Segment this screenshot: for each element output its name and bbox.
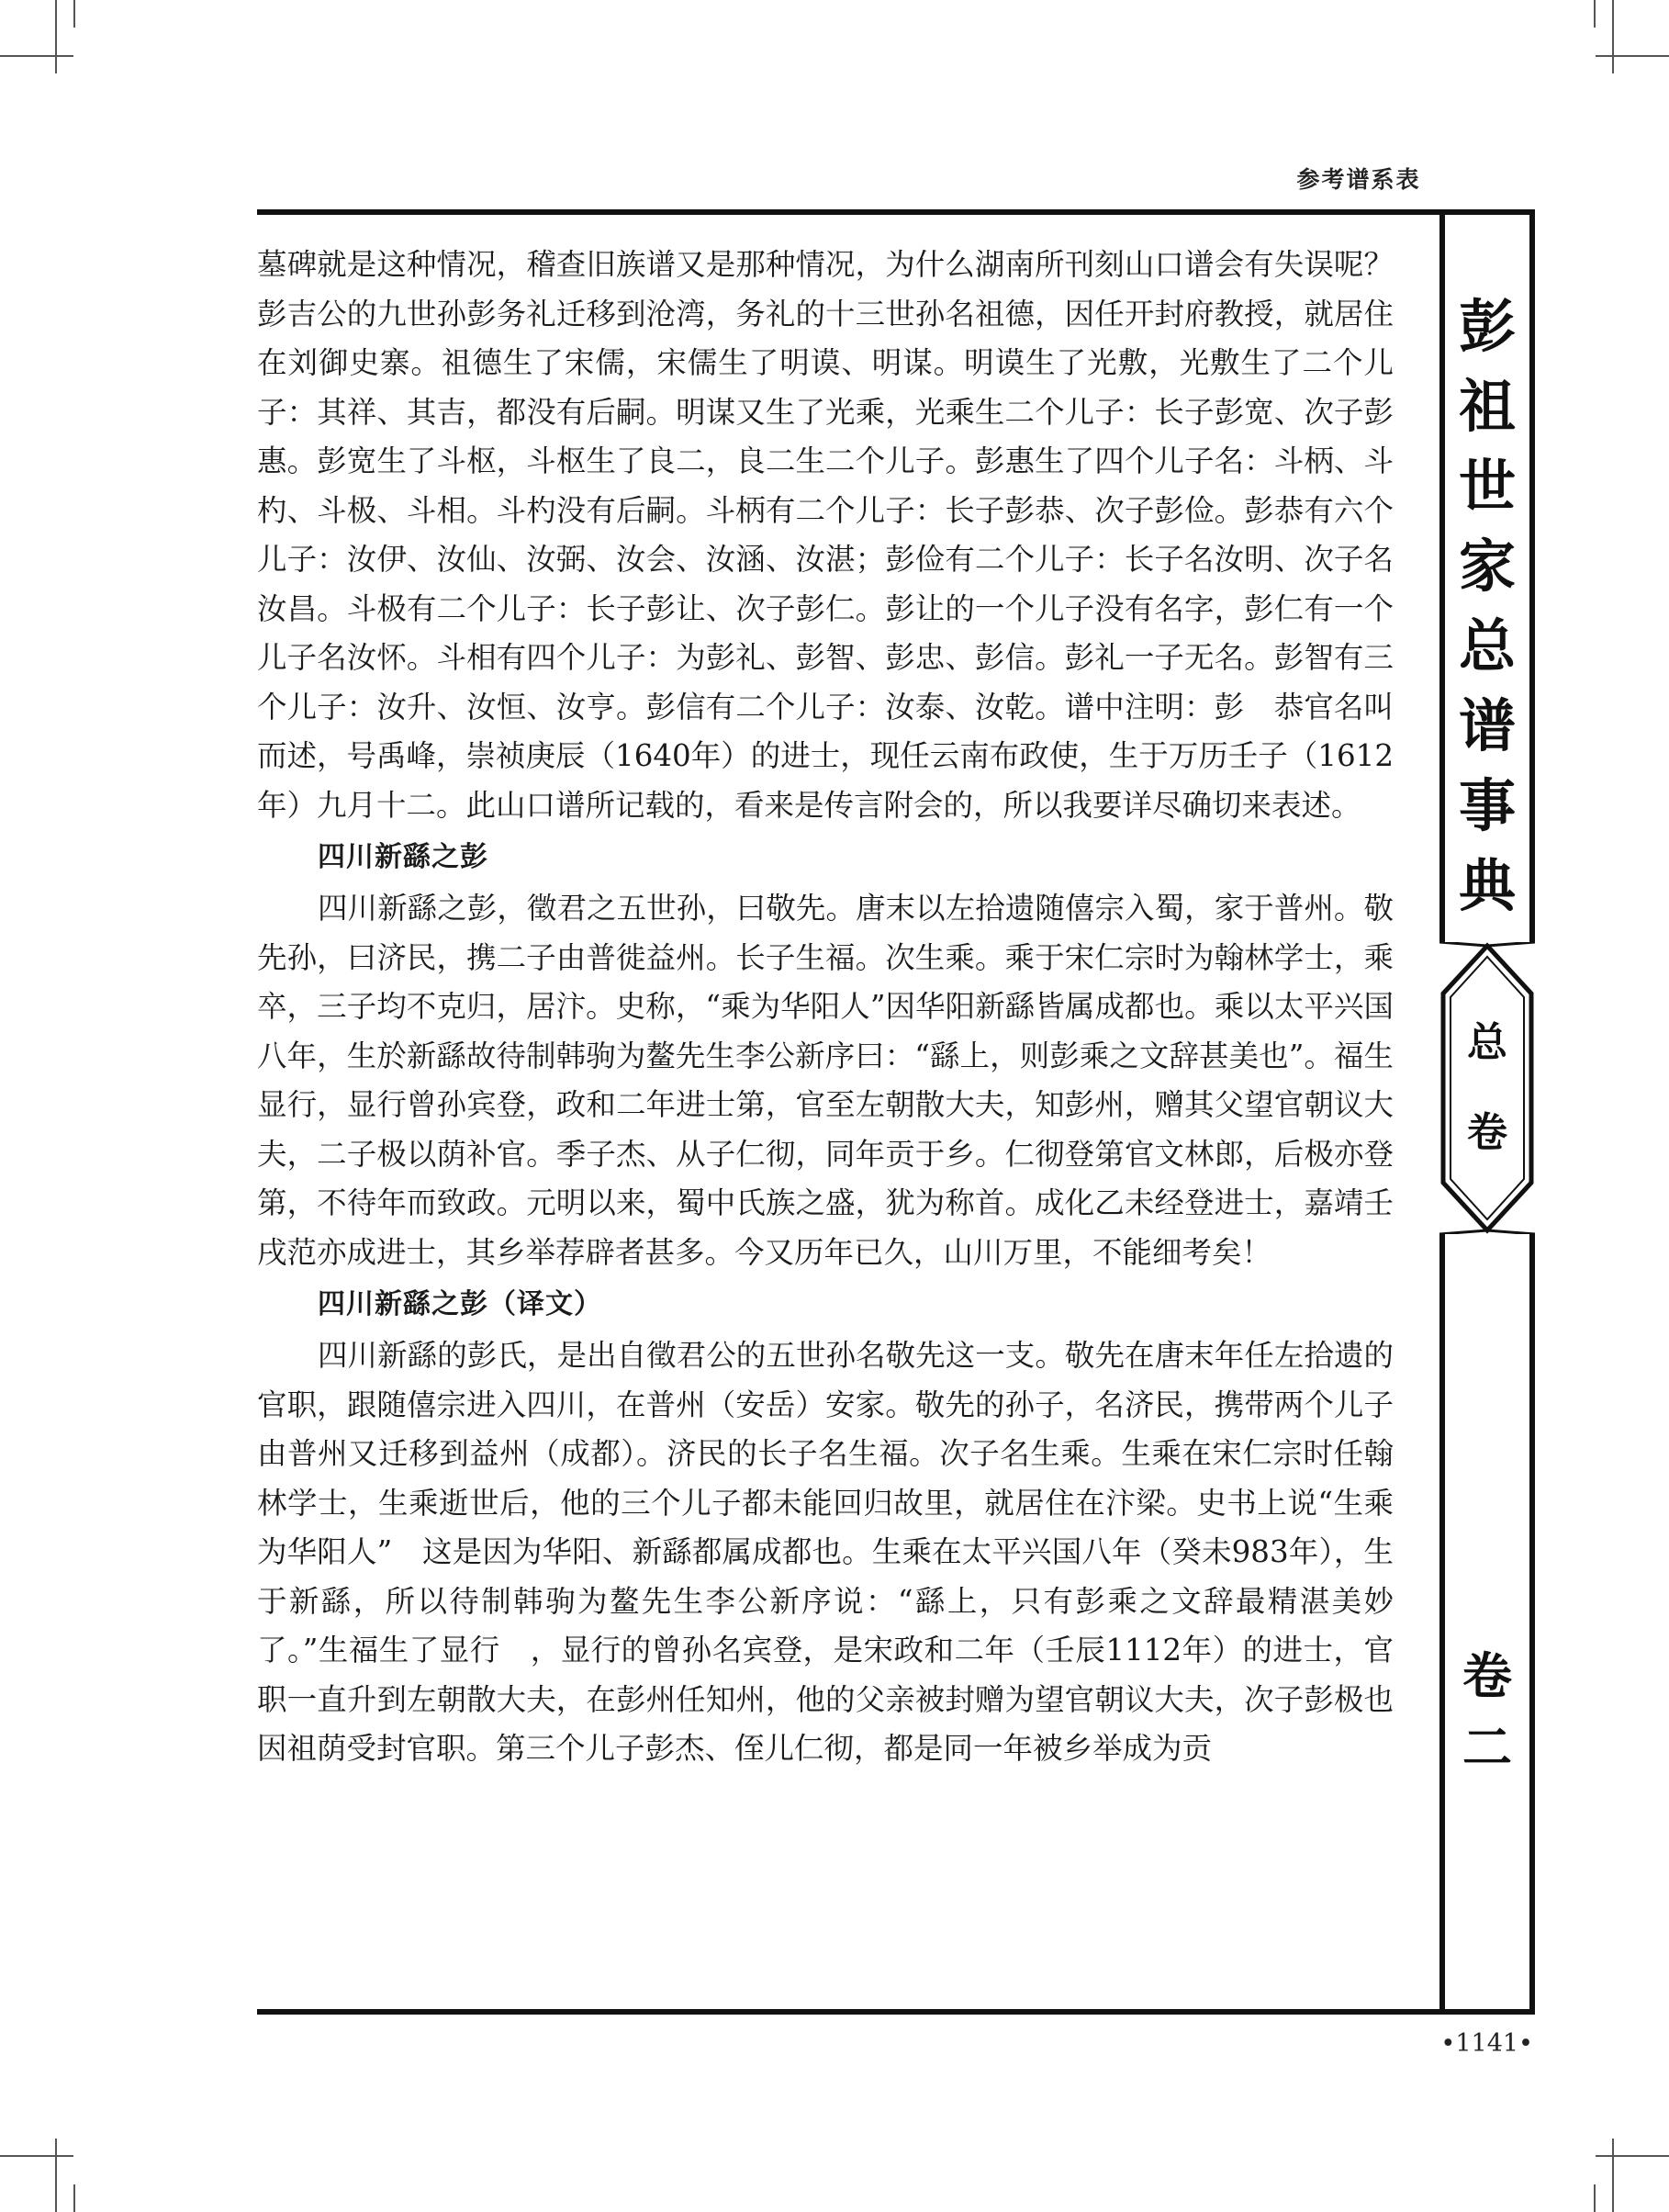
volume-label: [1445, 1016, 1529, 1071]
title-char: 家: [1458, 533, 1516, 600]
paragraph: 四川新繇之彭，徵君之五世孙，曰敬先。唐末以左拾遗随僖宗入蜀，家于普州。敬先孙，曰济民，携二子由普徙益州。长子生福。次生乘。乘于宋仁宗时为翰林学士，乘卒，三子均不克归，居汴。史称，“乘为华阳人”因华阳新繇皆属成都也。乘以太平兴国八年，生於新繇故待制韩驹为鳌先生李公新序曰：“繇上，则彭乘之文辞甚美也”。福生显行，显行曾孙宾登，政和二年进士第，官至左朝散大夫，知彭州，赠其父望官朝议大夫，二子极以荫补官。季子杰、从子仁彻，同年贡于乡。仁彻登第官文林郎，后极亦登第，不待年而致政。元明以来，蜀中氏族之盛，犹为称首。成化乙未经登进士，嘉靖壬戌范亦成进士，其乡举荐辟者甚多。今又历年已久，山川万里，不能细考矣！: [257, 891, 1394, 1270]
title-char: 谱: [1458, 692, 1516, 759]
title-char: 祖: [1458, 373, 1516, 440]
crop-mark: [0, 55, 73, 57]
section-heading: 四川新繇之彭（译文）: [318, 1288, 602, 1320]
title-char: 典: [1458, 852, 1516, 919]
paragraph: 四川新繇的彭氏，是出自徵君公的五世孙名敬先这一支。敬先在唐末年任左拾遗的官职，跟随僖宗进入四川，在普州（安岳）安家。敬先的孙子，名济民，携带两个儿子由普州又迁移到益州（成都）。济民的长子名生福。次子名生乘。生乘在宋仁宗时任翰林学士，生乘逝世后，他的三个儿子都未能回归故里，就居住在汴梁。史书上说“生乘为华阳人” 这是因为华阳、新繇都属成都也。生乘在太平兴国八年（癸未983年），生于新繇，所以待制韩驹为鳌先生李公新序说：“繇上，只有彭乘之文辞最精湛美妙了。”生福生了显行 ，显行的曾孙名宾登，是宋政和二年（壬辰1112年）的进士，官职一直升到左朝散大夫，在彭州任知州，他的父亲被封赠为望官朝议大夫，次子彭极也因祖荫受封官职。第三个儿子彭杰、侄儿仁彻，都是同一年被乡举成为贡: [257, 1338, 1394, 1766]
volume-char: 卷: [1467, 1109, 1507, 1156]
title-char: 总: [1458, 612, 1516, 679]
crop-mark: [73, 2184, 75, 2212]
paragraph: 墓碑就是这种情况，稽查旧族谱又是那种情况，为什么湖南所刊刻山口谱会有失误呢？彭吉公的九世孙彭务礼迁移到沧湾，务礼的十三世孙名祖德，因任开封府教授，就居住在刘御史寨。祖德生了宋儒，宋儒生了明谟、明谋。明谟生了光敷，光敷生了二个儿子：其祥、其吉，都没有后嗣。明谋又生了光乘，光乘生二个儿子：长子彭宽、次子彭惠。彭宽生了斗枢，斗枢生了良二，良二生二个儿子。彭惠生了四个儿子名：斗柄、斗杓、斗极、斗相。斗杓没有后嗣。斗柄有二个儿子：长子彭恭、次子彭俭。彭恭有六个儿子：汝伊、汝仙、汝弼、汝会、汝涵、汝湛；彭俭有二个儿子：长子名汝明、次子名汝昌。斗极有二个儿子：长子彭让、次子彭仁。彭让的一个儿子没有名字，彭仁有一个儿子名汝怀。斗相有四个儿子：为彭礼、彭智、彭忠、彭信。彭礼一子无名。彭智有三个儿子：汝升、汝恒、汝亨。彭信有二个儿子：汝泰、汝乾。谱中注明：彭 恭官名叫而述，号禹峰，崇祯庚辰（1640年）的进士，现任云南布政使，生于万历壬子（1612年）九月十二。此山口谱所记载的，看来是传言附会的，所以我要详尽确切来表述。: [257, 247, 1394, 823]
crop-mark: [1594, 2184, 1596, 2212]
chapter-char: 卷: [1462, 1646, 1512, 1705]
page-number: •1141•: [1440, 2029, 1533, 2058]
section-heading: 四川新繇之彭: [318, 841, 488, 873]
volume-diamond-frame: [1439, 942, 1535, 1234]
main-text: [257, 241, 1394, 1774]
title-char: 事: [1458, 772, 1516, 839]
crop-mark: [55, 0, 57, 73]
crop-mark: [0, 2155, 73, 2157]
crop-mark: [73, 0, 75, 28]
crop-mark: [55, 2139, 57, 2212]
book-title-vertical: [1445, 286, 1529, 926]
bottom-rule: [257, 2009, 1535, 2015]
title-char: 彭: [1458, 293, 1516, 360]
top-rule: [257, 209, 1535, 215]
running-header: 参考谱系表: [1296, 166, 1421, 193]
volume-char: 总: [1467, 1019, 1507, 1066]
crop-mark: [1596, 2155, 1669, 2157]
chapter-char: 二: [1462, 1718, 1512, 1777]
crop-mark: [1612, 0, 1614, 73]
crop-mark: [1596, 55, 1669, 57]
crop-mark: [1594, 0, 1596, 28]
title-char: 世: [1458, 453, 1516, 520]
crop-mark: [1612, 2139, 1614, 2212]
chapter-label-vertical: [1445, 1640, 1529, 1783]
volume-label: [1445, 1106, 1529, 1161]
